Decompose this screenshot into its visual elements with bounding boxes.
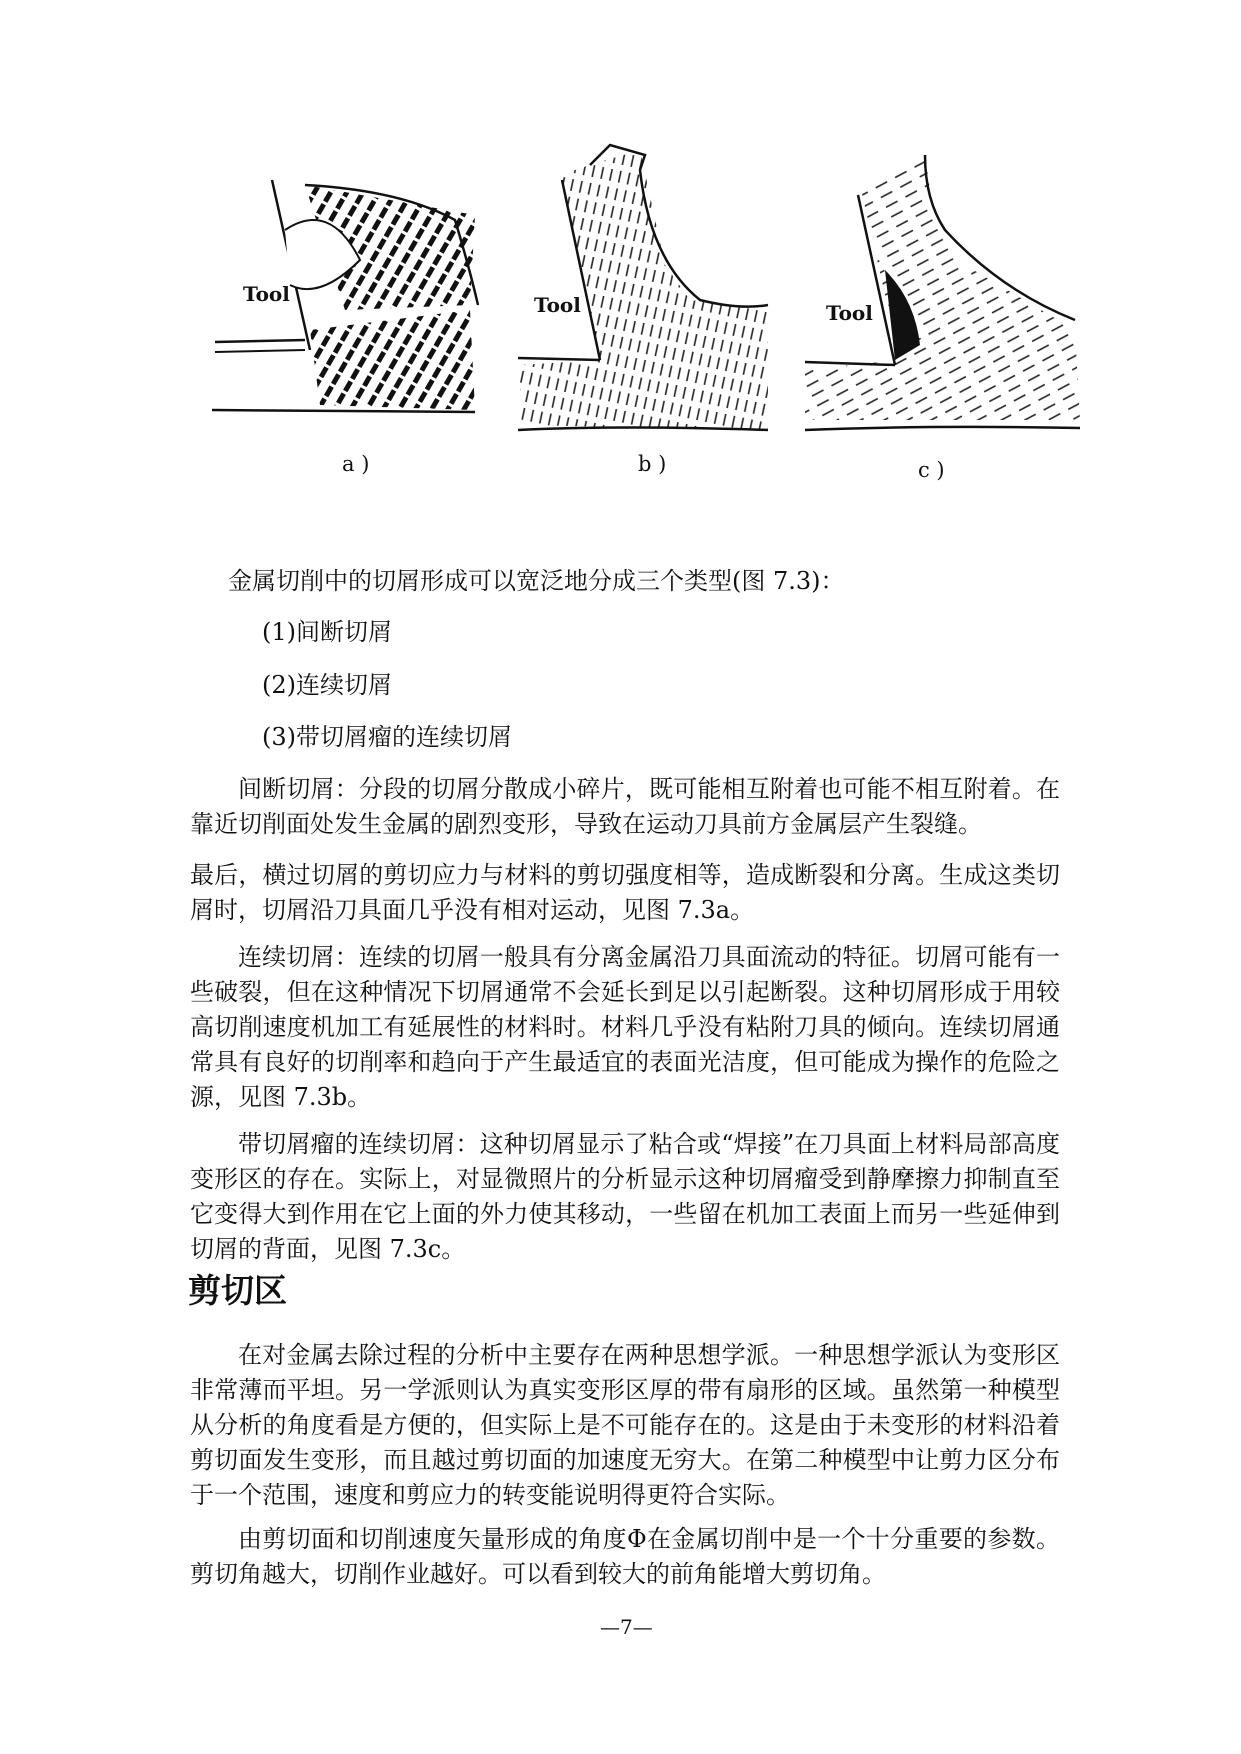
- figure-drawing: [0, 0, 1241, 520]
- figure-b-continuous-chip: [518, 145, 768, 430]
- paragraph-discontinuous-cont: 最后，横过切屑的剪切应力与材料的剪切强度相等，造成断裂和分离。生成这类切屑时，切屑沿刀具面几乎没有相对运动，见图 7.3a。: [190, 861, 1060, 924]
- list-item-2: (2)连续切屑: [262, 671, 392, 699]
- paragraph-shear-zone: 在对金属去除过程的分析中主要存在两种思想学派。一种思想学派认为变形区非常薄而平坦。另一学派则认为真实变形区厚的带有扇形的区域。虽然第一种模型从分析的角度看是方便的，但实际上是不可能存在的。这是由于未变形的材料沿着剪切面发生变形，而且越过剪切面的加速度无穷大。在第二种模型中让剪力区分布于一个范围，速度和剪应力的转变能说明得更符合实际。: [190, 1341, 1060, 1509]
- figure-c-built-up-edge-chip: [805, 155, 1080, 430]
- caption-c: c ): [918, 458, 945, 482]
- list-item-1: (1)间断切屑: [262, 618, 392, 646]
- list-item-3: (3)带切屑瘤的连续切屑: [262, 723, 512, 751]
- figure-a-tool-label: Tool: [243, 282, 290, 306]
- paragraph-built-up-edge: 带切屑瘤的连续切屑：这种切屑显示了粘合或“焊接”在刀具面上材料局部高度变形区的存在。实际上，对显微照片的分析显示这种切屑瘤受到静摩擦力抑制直至它变得大到作用在它上面的外力使其移动，一些留在机加工表面上而另一些延伸到切屑的背面，见图 7.3c。: [190, 1130, 1060, 1263]
- caption-b: b ): [638, 452, 667, 476]
- paragraph-continuous: 连续切屑：连续的切屑一般具有分离金属沿刀具面流动的特征。切屑可能有一些破裂，但在这种情况下切屑通常不会延长到足以引起断裂。这种切屑形成于用较高切削速度机加工有延展性的材料时。材料几乎没有粘附刀具的倾向。连续切屑通常具有良好的切削率和趋向于产生最适宜的表面光洁度，但可能成为操作的危险之源，见图 7.3b。: [190, 943, 1060, 1111]
- paragraph-shear-angle: 由剪切面和切削速度矢量形成的角度Φ在金属切削中是一个十分重要的参数。剪切角越大，切削作业越好。可以看到较大的前角能增大剪切角。: [190, 1525, 1060, 1588]
- section-heading: 剪切区: [188, 1271, 287, 1310]
- figure-b-tool-label: Tool: [534, 293, 581, 317]
- paragraph-discontinuous: 间断切屑：分段的切屑分散成小碎片，既可能相互附着也可能不相互附着。在靠近切削面处发生金属的剧烈变形，导致在运动刀具前方金属层产生裂缝。: [190, 775, 1060, 838]
- chip-formation-figure: [0, 0, 1241, 520]
- caption-a: a ): [342, 452, 370, 476]
- page-number: —7—: [600, 1615, 653, 1639]
- intro-paragraph: 金属切削中的切屑形成可以宽泛地分成三个类型(图 7.3)：: [228, 567, 845, 595]
- figure-c-tool-label: Tool: [826, 301, 873, 325]
